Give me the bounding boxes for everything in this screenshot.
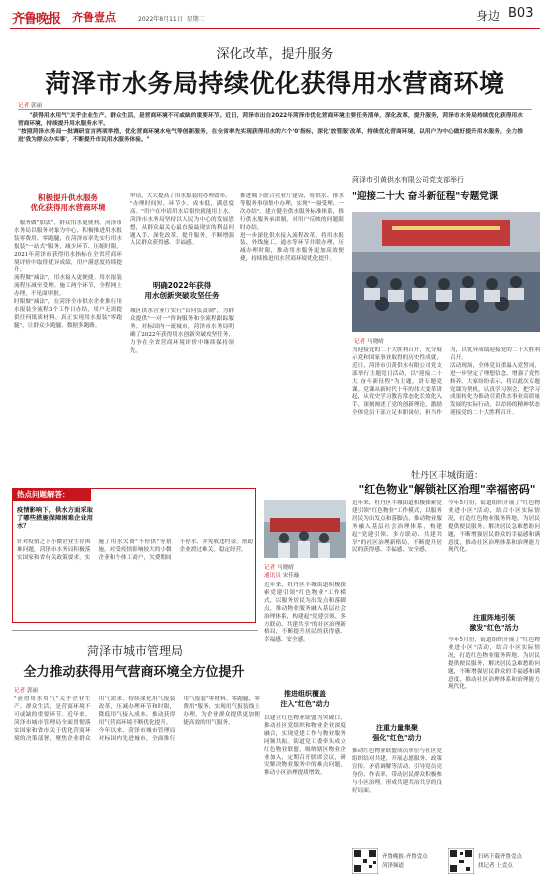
masthead-rule xyxy=(10,28,540,29)
lecture-photo xyxy=(352,212,540,332)
app-logo: 齐鲁壹点 xyxy=(72,11,116,24)
byline-label: 记者 xyxy=(18,103,30,109)
qr-code-icon xyxy=(352,848,378,874)
article2-subhead-1: 推进组织覆盖 注入"红色"动力 xyxy=(280,690,330,708)
article2-column-right-b: 今年5月份，街道组织开展了"红色物业进小区"活动，结合小区实际情况，打造红色物业服务阵地，为居民提供便民服务，解决居民急难愁盼问题，不断增强居民群众的幸福感和满意度，推动社区治理体系和治理能力现代化。 xyxy=(448,500,540,554)
hotspot-question: 疫情影响下，供水方面采取了哪些措施保障困难企业用水？ xyxy=(17,507,93,530)
article1-title: 菏泽市水务局持续优化获得用水营商环境 xyxy=(45,69,505,98)
hotspot-box xyxy=(12,488,256,623)
lecture-photo-image xyxy=(352,212,540,332)
article1-byline xyxy=(18,101,42,109)
sidebar-byline xyxy=(354,337,384,345)
byline-name: 郭丽 xyxy=(26,688,39,694)
byline-label: 记者 xyxy=(354,339,366,345)
article1-column-3: 推进城下联合营业厅建设，将供水、排水等服务事项集中办理，实现"一窗受理、一次办结"。建立健全供水服务标准体系，推行供水服务承诺制，对用户反映的问题限时办结。 进一步深化供水接入流程改革，将用水报装、外线施工、通水等环节并联办理，压减办理时限，推动用水服务更加高效便捷，持续推进用水营商环境优化提升。 xyxy=(240,193,344,263)
article1-column-2b: 城区供水营业厅实行"首问负责制"，为群众提供"一对一"咨询服务和全流程跟踪服务。对标国内一流城市，菏泽市水务局明确了2022年获得用水创新突破攻坚任务，力争在全省营商环境评价中继续保持领先。 xyxy=(130,308,234,354)
qr-2-label: 扫码下载齐鲁壹点 xyxy=(478,854,523,860)
byline-name: 马晓晴 xyxy=(366,339,384,345)
article3-text: "获得用水用气"关乎企业生产、群众生活，是营商环境不可或缺的重要环节。近年来，菏泽市城市管理局全面贯彻落实国家和省市关于优化营商环境的决策部署，聚焦企业群众用气需求，持续深化用气报装改革，压减办理环节和时限，降低用气接入成本，推动获得用气营商环境不断优化提升。 今年以来，菏泽市城市管理局对标国内先进城市，全面推行用气报装"零材料、零跑腿、零费用"服务，实现用气报装线上办理，为企业群众提供更加便捷高效的用气服务。 xyxy=(14,696,260,742)
section-name: 身边 xyxy=(476,9,501,23)
article2-title: 牡丹区丰城街道： xyxy=(410,471,483,481)
property-service-photo xyxy=(264,500,346,558)
weekday-text: 星期二 xyxy=(186,16,205,23)
newspaper-logo: 齐鲁晚报 xyxy=(12,12,61,27)
article2-subhead-2: 注重力量集聚 强化"红色"动力 xyxy=(372,724,422,742)
footer-qr-1 xyxy=(352,846,444,876)
byline-label: 通讯员 xyxy=(264,573,281,579)
article2-subtitle: "红色物业"解锁社区治理"幸福密码" xyxy=(358,483,536,496)
qr-1-sub: 菏泽频道 xyxy=(382,863,405,869)
article2-byline xyxy=(264,563,294,571)
footer-qr-2 xyxy=(448,846,542,876)
issue-date xyxy=(138,14,205,23)
qr-code-icon xyxy=(448,848,474,874)
byline-name: 马晓晴 xyxy=(276,565,294,571)
article3-kicker: 菏泽市城市管理局 xyxy=(86,644,183,658)
article1-subhead-2: 明确2022年获得 用水创新突破攻坚任务 xyxy=(144,281,220,300)
article1-lead: "获得用水用气"关乎企业生产、群众生活，是营商环境不可或缺的重要环节。近日，菏泽市出台2022年菏泽市优化营商环境主要任务清单，深化改革，提升服务，菏泽市水务局持续优化获得用水营商环境，持续提升用水服务水平。 "按照菏泽水务局一批调研宣言两项举措，优化营商环境水电气等创新服务，在全省率先实现获得用水的六个'0'指标，深化'放管服'改革，持续优化营商环境，以用户为中心做好提升用水服务，全力推进'我为群众办实事'，不断提升市民用水服务体验。" xyxy=(18,113,523,143)
article2-intro: 近年来，牡丹区丰城街道积极探索党建引领"红色物业"工作模式，以服务居民为出发点和落脚点，推动物业服务融入基层社会治理体系，构建起"党建引领、多方联动、共建共享"的社区治理新格局，不断提升居民的获得感、幸福感、安全感。 xyxy=(264,582,346,644)
masthead xyxy=(0,0,550,30)
article1-rule xyxy=(18,109,532,110)
qr-2-sub: 找记者 上壹点 xyxy=(478,863,513,869)
byline-name: 郭丽 xyxy=(30,103,43,109)
article2-text-2: 以建立红色物业联盟为突破口，推动社区党组织和物业企业深度融合，实现党建工作与物业服务同频共振。街道党工委牵头成立红色物业联盟，吸纳辖区物业企业加入，定期召开联席会议，研究解决物业服务中的难点问题，推动小区治理提质增效。 xyxy=(264,715,346,777)
article3-title: 全力推动获得用气营商环境全方位提升 xyxy=(23,665,245,680)
sidebar-subtitle: "迎接二十大 奋斗新征程"专题党课 xyxy=(352,191,499,202)
article1-column-2: 申请，大大提高了用水报装的办理效率。 "办理时间短、环节少、成本低，满意度高。"用户在申请用水后很快就能用上水。菏泽市水务局坚持以人民为中心的发展思想，从群众最关心最直接最现实的利益问题入手，深化改革，提升服务，不断增强人民群众获得感、幸福感。 xyxy=(130,193,234,247)
hotspot-label: 热点问题解答： xyxy=(13,489,91,501)
property-service-photo-image xyxy=(264,500,346,558)
hotspot-answer: 针对疫情之下小微企业生存困难问题，菏泽市水务局积极落实国家和省有关政策要求，实施了用水欠费"不停供"等措施，对受疫情影响较大的小微企业和个体工商户，欠费期间不停水，并免收违约金，帮助企业渡过难关，稳定经营。 xyxy=(17,539,253,561)
byline-name: 宋佳璇 xyxy=(282,573,300,579)
date-text: 2022年8月11日 xyxy=(138,16,183,23)
article2-subhead-3: 注重阵地引领 激发"红色"活力 xyxy=(469,614,519,632)
article3-rule xyxy=(12,630,258,631)
qr-1-label: 齐鲁晚报·齐鲁壹点 xyxy=(382,854,428,860)
article2-text-3: 推动红色物业联盟成员单位与社区党组织结对共建，开展志愿服务、政策宣传、矛盾调解等活动，引导党员亮身份、作表率，带动居民群众积极参与小区治理，形成共建共治共享的良好局面。 xyxy=(352,748,442,794)
page-number: B03 xyxy=(508,6,534,21)
sidebar-title: 菏泽市引黄供水有限公司党支部举行 xyxy=(352,176,464,184)
article2-byline-2 xyxy=(264,571,299,579)
byline-label: 记者 xyxy=(264,565,276,571)
article3-byline xyxy=(14,686,38,694)
sidebar-text: 为迎接党的二十大胜利召开，充分展示党和国家事业取得的历史性成就，近日，菏泽市引黄供水有限公司党支部举行主题党日活动，以"迎接二十大 奋斗新征程"为主题，讲专题党课。党课从新时代十年的伟大变革讲起，从党史学习教育常态化长效化入手，深刻阐述了党的创新理论，激励全体党员干部立足本职岗位，担当作为，以优异成绩迎接党的二十大胜利召开。 活动现场，全体党员重温入党誓词，进一步坚定了理想信念，增强了党性修养。大家纷纷表示，将以此次专题党课为契机，认真学习领会，把学习成果转化为推动引黄供水事业高质量发展的实际行动，以昂扬的精神状态迎接党的二十大胜利召开。 xyxy=(352,347,540,417)
article1-kicker: 深化改革，提升服务 xyxy=(216,47,334,62)
article2-text-4: 今年5月份，街道组织开展了"红色物业进小区"活动，结合小区实际情况，打造红色物业服务阵地，为居民提供便民服务，解决居民急难愁盼问题，不断增强居民群众的幸福感和满意度，推动社区治理体系和治理能力现代化。 xyxy=(448,637,540,691)
byline-label: 记者 xyxy=(14,688,26,694)
article2-column-right-a: 近年来，牡丹区丰城街道积极探索党建引领"红色物业"工作模式，以服务居民为出发点和落脚点，推动物业服务融入基层社会治理体系，构建起"党建引领、多方联动、共建共享"的社区治理新格局，不断提升居民的获得感、幸福感、安全感。 xyxy=(352,500,442,554)
article1-column-1: 服务做"加法"，群众用水更便利。菏泽市水务局以服务对象为中心，积极推进用水报装零费用、零跑腿，在菏泽市率先实行用水报装"一站式"服务，减少环节、压缩时限。2021年菏泽市获得用水指标在全省营商环境评价中取得优异成绩，用户满意度持续提升。 流程做"减法"，用水接入更便捷。用水报装流程压减至受理、施工两个环节，全程网上办理，不见面审批。 时限做"减法"，在菏泽全市供水企业推行用水报装全流程3个工作日办结，用户无需提供任何纸质材料，真正实现用水报装"零跑腿"，让群众少跑腿、数据多跑路。 xyxy=(14,220,122,329)
article1-subhead-1: 积极提升供水服务 优化获得用水营商环境 xyxy=(30,193,106,212)
